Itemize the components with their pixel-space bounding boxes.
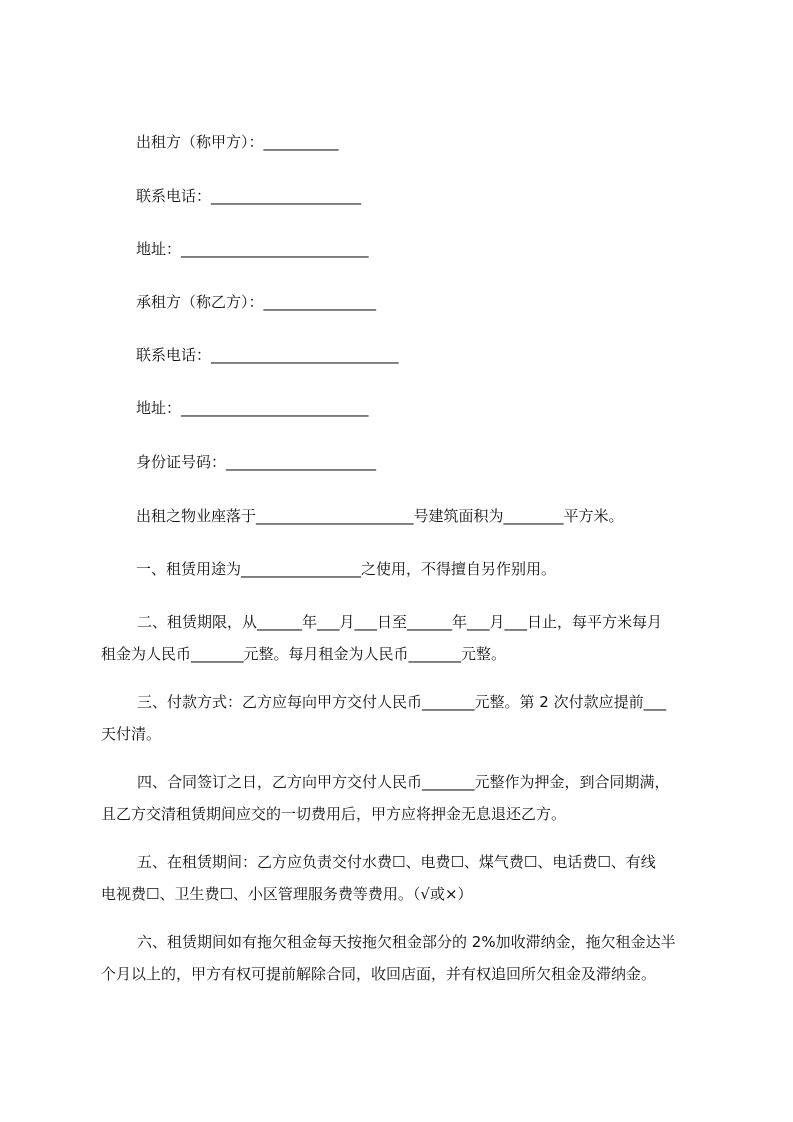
clause-4-deposit — [101, 772, 670, 824]
lessee-phone-line: 联系电话：_________________________ — [136, 346, 399, 364]
clause-2-line-2: 租金为人民币_______元整。每月租金为人民币_______元整。 — [101, 645, 507, 663]
clause-6-line-1: 六、租赁期间如有拖欠租金每天按拖欠租金部分的 2%加收滞纳金，拖欠租金达半 — [137, 933, 676, 951]
clause-4-line-2: 且乙方交清租赁期间应交的一切费用后，甲方应将押金无息退还乙方。 — [101, 805, 567, 823]
id-number-line: 身份证号码：____________________ — [136, 453, 377, 471]
clause-2-lease-term — [101, 612, 663, 664]
clause-5-line-2: 电视费☐、卫生费☐、小区管理服务费等费用。（√或×） — [101, 885, 473, 903]
clause-4-line-1: 四、合同签订之日，乙方向甲方交付人民币_______元整作为押金，到合同期满， — [137, 773, 670, 791]
lessee-address-line: 地址：_________________________ — [136, 399, 369, 417]
clause-5-line-1: 五、在租赁期间：乙方应负责交付水费☐、电费☐、煤气费☐、电话费☐、有线 — [137, 853, 656, 871]
clause-2-line-1: 二、租赁期限，从______年___月___日至______年___月___日止，每平方米每月 — [137, 613, 663, 631]
property-location-line: 出租之物业座落于_____________________号建筑面积为________平方米。 — [136, 507, 624, 525]
clause-3-payment — [101, 692, 667, 744]
clause-3-line-1: 三、付款方式：乙方应每向甲方交付人民币_______元整。第 2 次付款应提前___ — [137, 693, 667, 711]
lessor-address-line: 地址：_________________________ — [136, 240, 369, 258]
clause-6-line-2: 个月以上的，甲方有权可提前解除合同，收回店面，并有权追回所欠租金及滞纳金。 — [101, 965, 657, 983]
clause-5-fees — [101, 852, 656, 904]
lessor-line: 出租方（称甲方）：__________ — [136, 133, 339, 151]
clause-1-usage: 一、租赁用途为________________之使用，不得擅自另作别用。 — [136, 560, 557, 578]
clause-3-line-2: 天付清。 — [101, 725, 162, 743]
lessee-line: 承租方（称乙方）：_______________ — [136, 293, 377, 311]
lessor-phone-line: 联系电话：____________________ — [136, 187, 362, 205]
clause-6-late-payment — [101, 932, 676, 984]
